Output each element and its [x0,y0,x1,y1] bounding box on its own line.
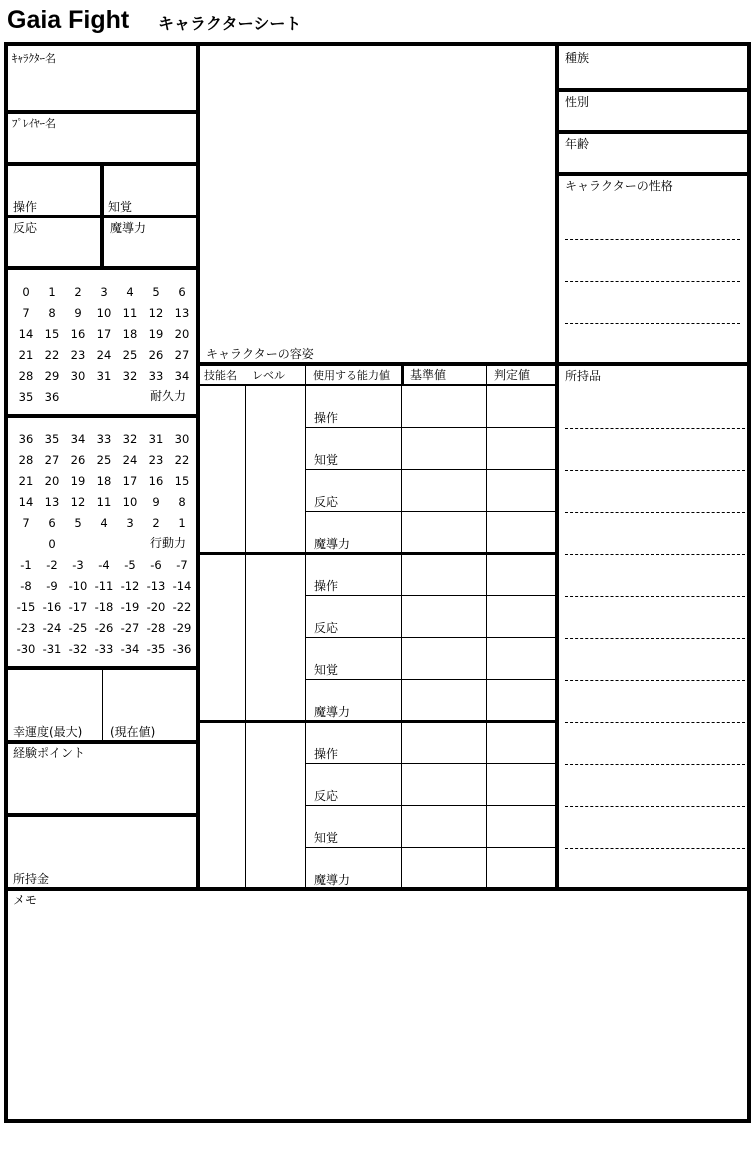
track-number: 29 [44,369,60,383]
rule-line [557,172,751,176]
track-number: 24 [96,348,112,362]
write-line [565,323,740,324]
rule-line [6,110,198,114]
luck-max-label: 幸運度(最大) [13,725,83,739]
track-number: 35 [44,432,60,446]
rule-line [557,362,751,366]
track-number: 8 [178,495,186,509]
track-number: 19 [70,474,86,488]
track-number: 28 [18,369,34,383]
track-number: 1 [178,516,186,530]
rule-line [305,427,557,428]
rule-line [4,44,8,1123]
track-number: 23 [70,348,86,362]
rule-line [305,511,557,512]
track-number: -11 [94,579,114,593]
skill-ability-label: 反応 [314,621,339,635]
write-line [565,638,745,639]
track-number: 15 [174,474,190,488]
luck-current-label: (現在値) [110,725,156,739]
rule-line [100,164,104,268]
track-number: 17 [122,474,138,488]
skill-ability-label: 操作 [314,411,339,425]
track-number: -17 [68,600,88,614]
track-number: 27 [44,453,60,467]
skill-ability-label: 反応 [314,789,339,803]
track-number: 22 [44,348,60,362]
track-number: -30 [16,642,36,656]
rule-line [245,385,246,889]
track-number: 33 [148,369,164,383]
track-number: 13 [44,495,60,509]
rule-line [305,763,557,764]
track-number: -26 [94,621,114,635]
rule-line [102,668,103,742]
track-number: 4 [126,285,134,299]
rule-line [4,1119,751,1123]
rule-line [4,887,751,891]
track-number: 30 [174,432,190,446]
skill-ability-label: 魔導力 [314,873,351,887]
rule-line [6,414,198,418]
track-number: -31 [42,642,62,656]
track-number: -6 [150,558,162,572]
track-number: -29 [172,621,192,635]
write-line [565,806,745,807]
rule-line [557,130,751,134]
write-line [565,512,745,513]
rule-line [305,679,557,680]
track-number: 5 [74,516,82,530]
track-number: 21 [18,474,34,488]
track-number: 16 [148,474,164,488]
rule-line [305,805,557,806]
track-number: 10 [96,306,112,320]
skill-ability-label: 魔導力 [314,705,351,719]
rule-line [196,44,200,890]
write-line [565,722,745,723]
rule-line [747,44,751,1123]
track-number: -12 [120,579,140,593]
rule-line [305,469,557,470]
track-number: -33 [94,642,114,656]
track-number: 20 [174,327,190,341]
skill-header-name: 技能名 [204,369,237,382]
rule-line [198,720,557,723]
track-number: 2 [74,285,82,299]
track-number: 32 [122,369,138,383]
skill-header-level: レベル [252,369,285,382]
player-name-label: ﾌﾟﾚｲﾔｰ名 [12,117,56,130]
track-number: 35 [18,390,34,404]
track-number: 25 [122,348,138,362]
track-number: 16 [70,327,86,341]
track-number: -19 [120,600,140,614]
sheet-subtitle: キャラクターシート [158,14,302,33]
track-number: 14 [18,327,34,341]
track-number: -10 [68,579,88,593]
track-number: 6 [178,285,186,299]
track-number: 18 [122,327,138,341]
track-number: 9 [152,495,160,509]
track-number: 12 [70,495,86,509]
skill-header-ability: 使用する能力値 [313,369,390,382]
rule-line [401,364,404,385]
track-number: 33 [96,432,112,446]
track-number: 5 [152,285,160,299]
skill-ability-label: 知覚 [314,831,339,845]
track-number: 27 [174,348,190,362]
write-line [565,554,745,555]
skill-ability-label: 反応 [314,495,339,509]
track-number: 12 [148,306,164,320]
stat-operation-label: 操作 [13,200,38,214]
stat-magic-label: 魔導力 [110,221,147,235]
track-number: 2 [152,516,160,530]
skill-header-judge: 判定値 [494,368,531,382]
gender-label: 性別 [565,95,590,109]
track-number: 11 [122,306,138,320]
sheet-title: Gaia Fight [7,6,130,34]
track-number: 20 [44,474,60,488]
track-number: 30 [70,369,86,383]
track-number: -4 [98,558,110,572]
track-number: -8 [20,579,32,593]
stat-perception-label: 知覚 [108,200,133,214]
track-number: -5 [124,558,136,572]
write-line [565,470,745,471]
write-line [565,764,745,765]
skill-ability-label: 魔導力 [314,537,351,551]
track-number: 25 [96,453,112,467]
track-number: 11 [96,495,112,509]
track-number: 3 [126,516,134,530]
track-number: 36 [18,432,34,446]
track-number: 6 [48,516,56,530]
track-number: 13 [174,306,190,320]
track-number: -34 [120,642,140,656]
write-line [565,239,740,240]
action-label: 行動力 [150,536,187,550]
track-number: 14 [18,495,34,509]
track-number: 32 [122,432,138,446]
skill-header-base: 基準値 [410,368,447,382]
track-number: -23 [16,621,36,635]
rule-line [486,364,487,889]
track-number: -32 [68,642,88,656]
track-number: 10 [122,495,138,509]
track-number: 1 [48,285,56,299]
track-number: 31 [148,432,164,446]
track-number: -7 [176,558,188,572]
track-number: -16 [42,600,62,614]
track-number: 9 [74,306,82,320]
track-number: -28 [146,621,166,635]
track-number: 34 [70,432,86,446]
age-label: 年齢 [565,137,590,151]
track-number: -15 [16,600,36,614]
track-number: 7 [22,306,30,320]
track-number: 15 [44,327,60,341]
rule-line [305,637,557,638]
track-number: -36 [172,642,192,656]
track-number: 26 [70,453,86,467]
skill-ability-label: 知覚 [314,453,339,467]
personality-label: キャラクターの性格 [565,179,673,193]
rule-line [557,88,751,92]
track-number: 34 [174,369,190,383]
character-name-label: ｷｬﾗｸﾀｰ名 [12,52,56,65]
track-number: -14 [172,579,192,593]
track-number: -25 [68,621,88,635]
write-line [565,281,740,282]
write-line [565,428,745,429]
stat-reaction-label: 反応 [13,221,38,235]
track-number: 18 [96,474,112,488]
track-number: -18 [94,600,114,614]
track-number: 36 [44,390,60,404]
track-number: 21 [18,348,34,362]
track-number: 22 [174,453,190,467]
write-line [565,680,745,681]
skill-ability-label: 知覚 [314,663,339,677]
race-label: 種族 [565,51,590,65]
rule-line [198,384,557,386]
track-number: 31 [96,369,112,383]
track-number: -9 [46,579,58,593]
rule-line [305,847,557,848]
track-number: -27 [120,621,140,635]
memo-label: メモ [13,893,38,907]
track-number: 26 [148,348,164,362]
track-number: 0 [22,285,30,299]
track-number: -22 [172,600,192,614]
exp-label: 経験ポイント [13,746,86,760]
endurance-label: 耐久力 [150,389,187,403]
write-line [565,596,745,597]
write-line [565,848,745,849]
skill-ability-label: 操作 [314,747,339,761]
track-number: -2 [46,558,58,572]
skill-ability-label: 操作 [314,579,339,593]
rule-line [305,364,306,889]
rule-line [305,595,557,596]
track-number: 23 [148,453,164,467]
track-number: 28 [18,453,34,467]
track-number: -3 [72,558,84,572]
rule-line [4,42,751,46]
track-number: 7 [22,516,30,530]
items-label: 所持品 [565,369,602,383]
rule-line [198,552,557,555]
rule-line [6,813,198,817]
track-number: -24 [42,621,62,635]
track-number: 24 [122,453,138,467]
track-number: 17 [96,327,112,341]
track-number: 3 [100,285,108,299]
track-number: 4 [100,516,108,530]
appearance-label: キャラクターの容姿 [206,347,314,361]
track-number: 8 [48,306,56,320]
money-label: 所持金 [13,872,50,886]
rule-line [198,362,557,366]
track-number: 19 [148,327,164,341]
track-number: -35 [146,642,166,656]
track-number: -1 [20,558,32,572]
track-number: -20 [146,600,166,614]
track-number: -13 [146,579,166,593]
track-number: 0 [48,537,56,551]
